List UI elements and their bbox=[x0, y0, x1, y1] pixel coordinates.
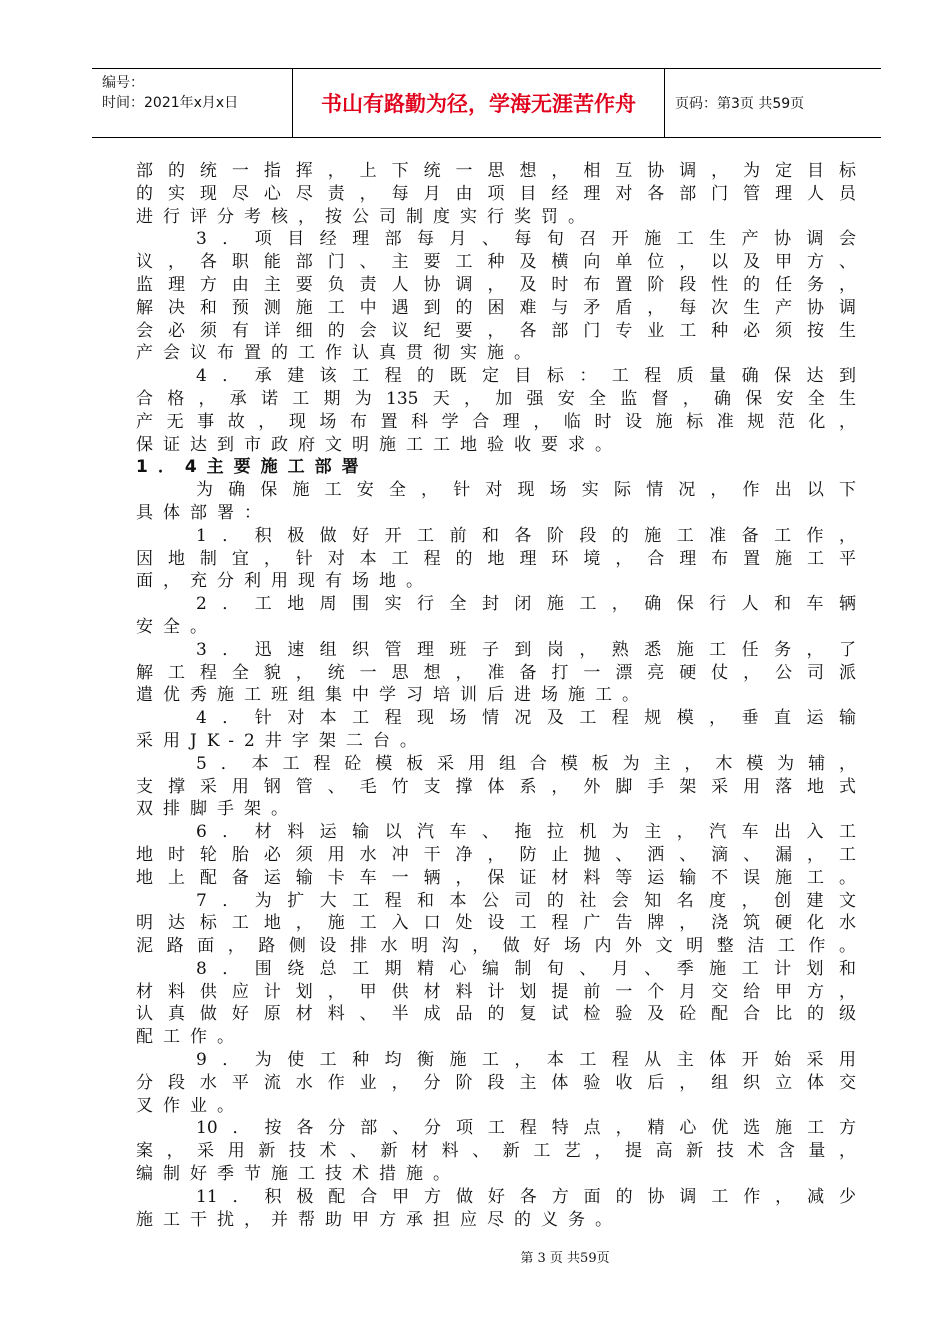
text-line: 地时轮胎必须用水冲干净，防止抛、洒、滴、漏，工 bbox=[136, 844, 856, 865]
text-line: 进行评分考核，按公司制度实行奖罚。 bbox=[136, 206, 595, 227]
text-line: 材料供应计划，甲供材料计划提前一个月交给甲方， bbox=[136, 981, 856, 1002]
text-line: 监理方由主要负责人协调，及时布置阶段性的任务， bbox=[136, 274, 856, 295]
text-line: 部的统一指挥，上下统一思想，相互协调，为定目标 bbox=[136, 161, 856, 181]
header-page-label: 页码：第3页 共59页 bbox=[675, 96, 805, 112]
text-line: 为确保施工安全，针对现场实际情况，作出以下 bbox=[196, 480, 856, 501]
text-line: 议，各职能部门、主要工种及横向单位，以及甲方、 bbox=[136, 252, 856, 273]
text-line: 4．承建该工程的既定目标：工程质量确保达到 bbox=[196, 366, 856, 387]
text-line: 案，采用新技术、新材料、新工艺，提高新技术含量， bbox=[136, 1141, 856, 1162]
text-line: 7．为扩大工程和本公司的社会知名度，创建文 bbox=[196, 890, 856, 911]
text-line: 8．围绕总工期精心编制旬、月、季施工计划和 bbox=[196, 958, 856, 979]
text-line: 支撑采用钢管、毛竹支撑体系，外脚手架采用落地式 bbox=[136, 776, 856, 797]
text-line: 11．积极配合甲方做好各方面的协调工作，减少 bbox=[196, 1186, 856, 1207]
text-line: 保证达到市政府文明施工工地验收要求。 bbox=[136, 434, 622, 455]
text-line: 10．按各分部、分项工程特点，精心优选施工方 bbox=[196, 1118, 856, 1139]
text-line: 分段水平流水作业，分阶段主体验收后，组织立体交 bbox=[136, 1072, 856, 1093]
header-motto: 书山有路勤为径，学海无涯苦作舟 bbox=[321, 92, 636, 116]
text-line: 9．为使工种均衡施工，本工程从主体开始采用 bbox=[196, 1050, 856, 1071]
text-line: 5．本工程砼模板采用组合模板为主，木模为辅， bbox=[196, 753, 856, 774]
text-line: 施工干扰，并帮助甲方承担应尽的义务。 bbox=[136, 1209, 622, 1230]
footer-page-number: 第 3 页 共59页 bbox=[520, 1251, 610, 1266]
text-line: 安全。 bbox=[136, 616, 217, 637]
header-meta bbox=[92, 69, 292, 137]
text-line: 2．工地周围实行全封闭施工，确保行人和车辆 bbox=[196, 594, 856, 615]
text-line: 叉作业。 bbox=[136, 1095, 244, 1116]
text-line: 产会议布置的工作认真贯彻实施。 bbox=[136, 343, 541, 364]
number-label: 编号： bbox=[102, 75, 144, 91]
text-line: 认真做好原材料、半成品的复试检验及砼配合比的级 bbox=[136, 1004, 856, 1025]
time-label: 时间：2021年x月x日 bbox=[102, 95, 239, 111]
text-line: 遣优秀施工班组集中学习培训后进场施工。 bbox=[136, 685, 649, 706]
page-footer bbox=[0, 1247, 950, 1266]
text-line: 6．材料运输以汽车、拖拉机为主，汽车出入工 bbox=[196, 822, 856, 843]
text-line: 明达标工地，施工入口处设工程广告牌，浇筑硬化水 bbox=[136, 913, 856, 934]
text-line: 3．迅速组织管理班子到岗，熟悉施工任务，了 bbox=[196, 639, 856, 660]
text-line: 具体部署： bbox=[136, 502, 271, 523]
text-line: 编制好季节施工技术措施。 bbox=[136, 1164, 460, 1185]
text-line: 3．项目经理部每月、每旬召开施工生产协调会 bbox=[196, 229, 856, 250]
text-line: 采用JK-2井字架二台。 bbox=[136, 730, 427, 751]
text-line: 合格，承诺工期为135天，加强安全监督，确保安全生 bbox=[136, 388, 856, 409]
text-line: 因地制宜，针对本工程的地理环境，合理布置施工平 bbox=[136, 548, 856, 569]
document-body bbox=[136, 160, 856, 1231]
text-line: 4．针对本工程现场情况及工程规模，垂直运输 bbox=[196, 708, 856, 729]
text-line: 产无事故，现场布置科学合理，临时设施标准规范化， bbox=[136, 411, 856, 432]
text-line: 配工作。 bbox=[136, 1027, 244, 1048]
text-line: 泥路面，路侧设排水明沟，做好场内外文明整洁工作。 bbox=[136, 936, 856, 957]
text-line: 的实现尽心尽责，每月由项目经理对各部门管理人员 bbox=[136, 183, 856, 204]
text-line: 1．积极做好开工前和各阶段的施工准备工作， bbox=[196, 525, 856, 546]
section-heading: 1．4主要施工部署 bbox=[136, 457, 369, 478]
text-line: 双排脚手架。 bbox=[136, 799, 298, 820]
text-line: 解决和预测施工中遇到的困难与矛盾，每次生产协调 bbox=[136, 297, 856, 318]
text-line: 解工程全貌，统一思想，准备打一漂亮硬仗，公司派 bbox=[136, 662, 856, 683]
document-header bbox=[92, 68, 881, 138]
text-line: 面，充分利用现有场地。 bbox=[136, 571, 433, 592]
text-line: 会必须有详细的会议纪要，各部门专业工种必须按生 bbox=[136, 320, 856, 341]
text-line: 地上配备运输卡车一辆，保证材料等运输不误施工。 bbox=[136, 867, 856, 888]
